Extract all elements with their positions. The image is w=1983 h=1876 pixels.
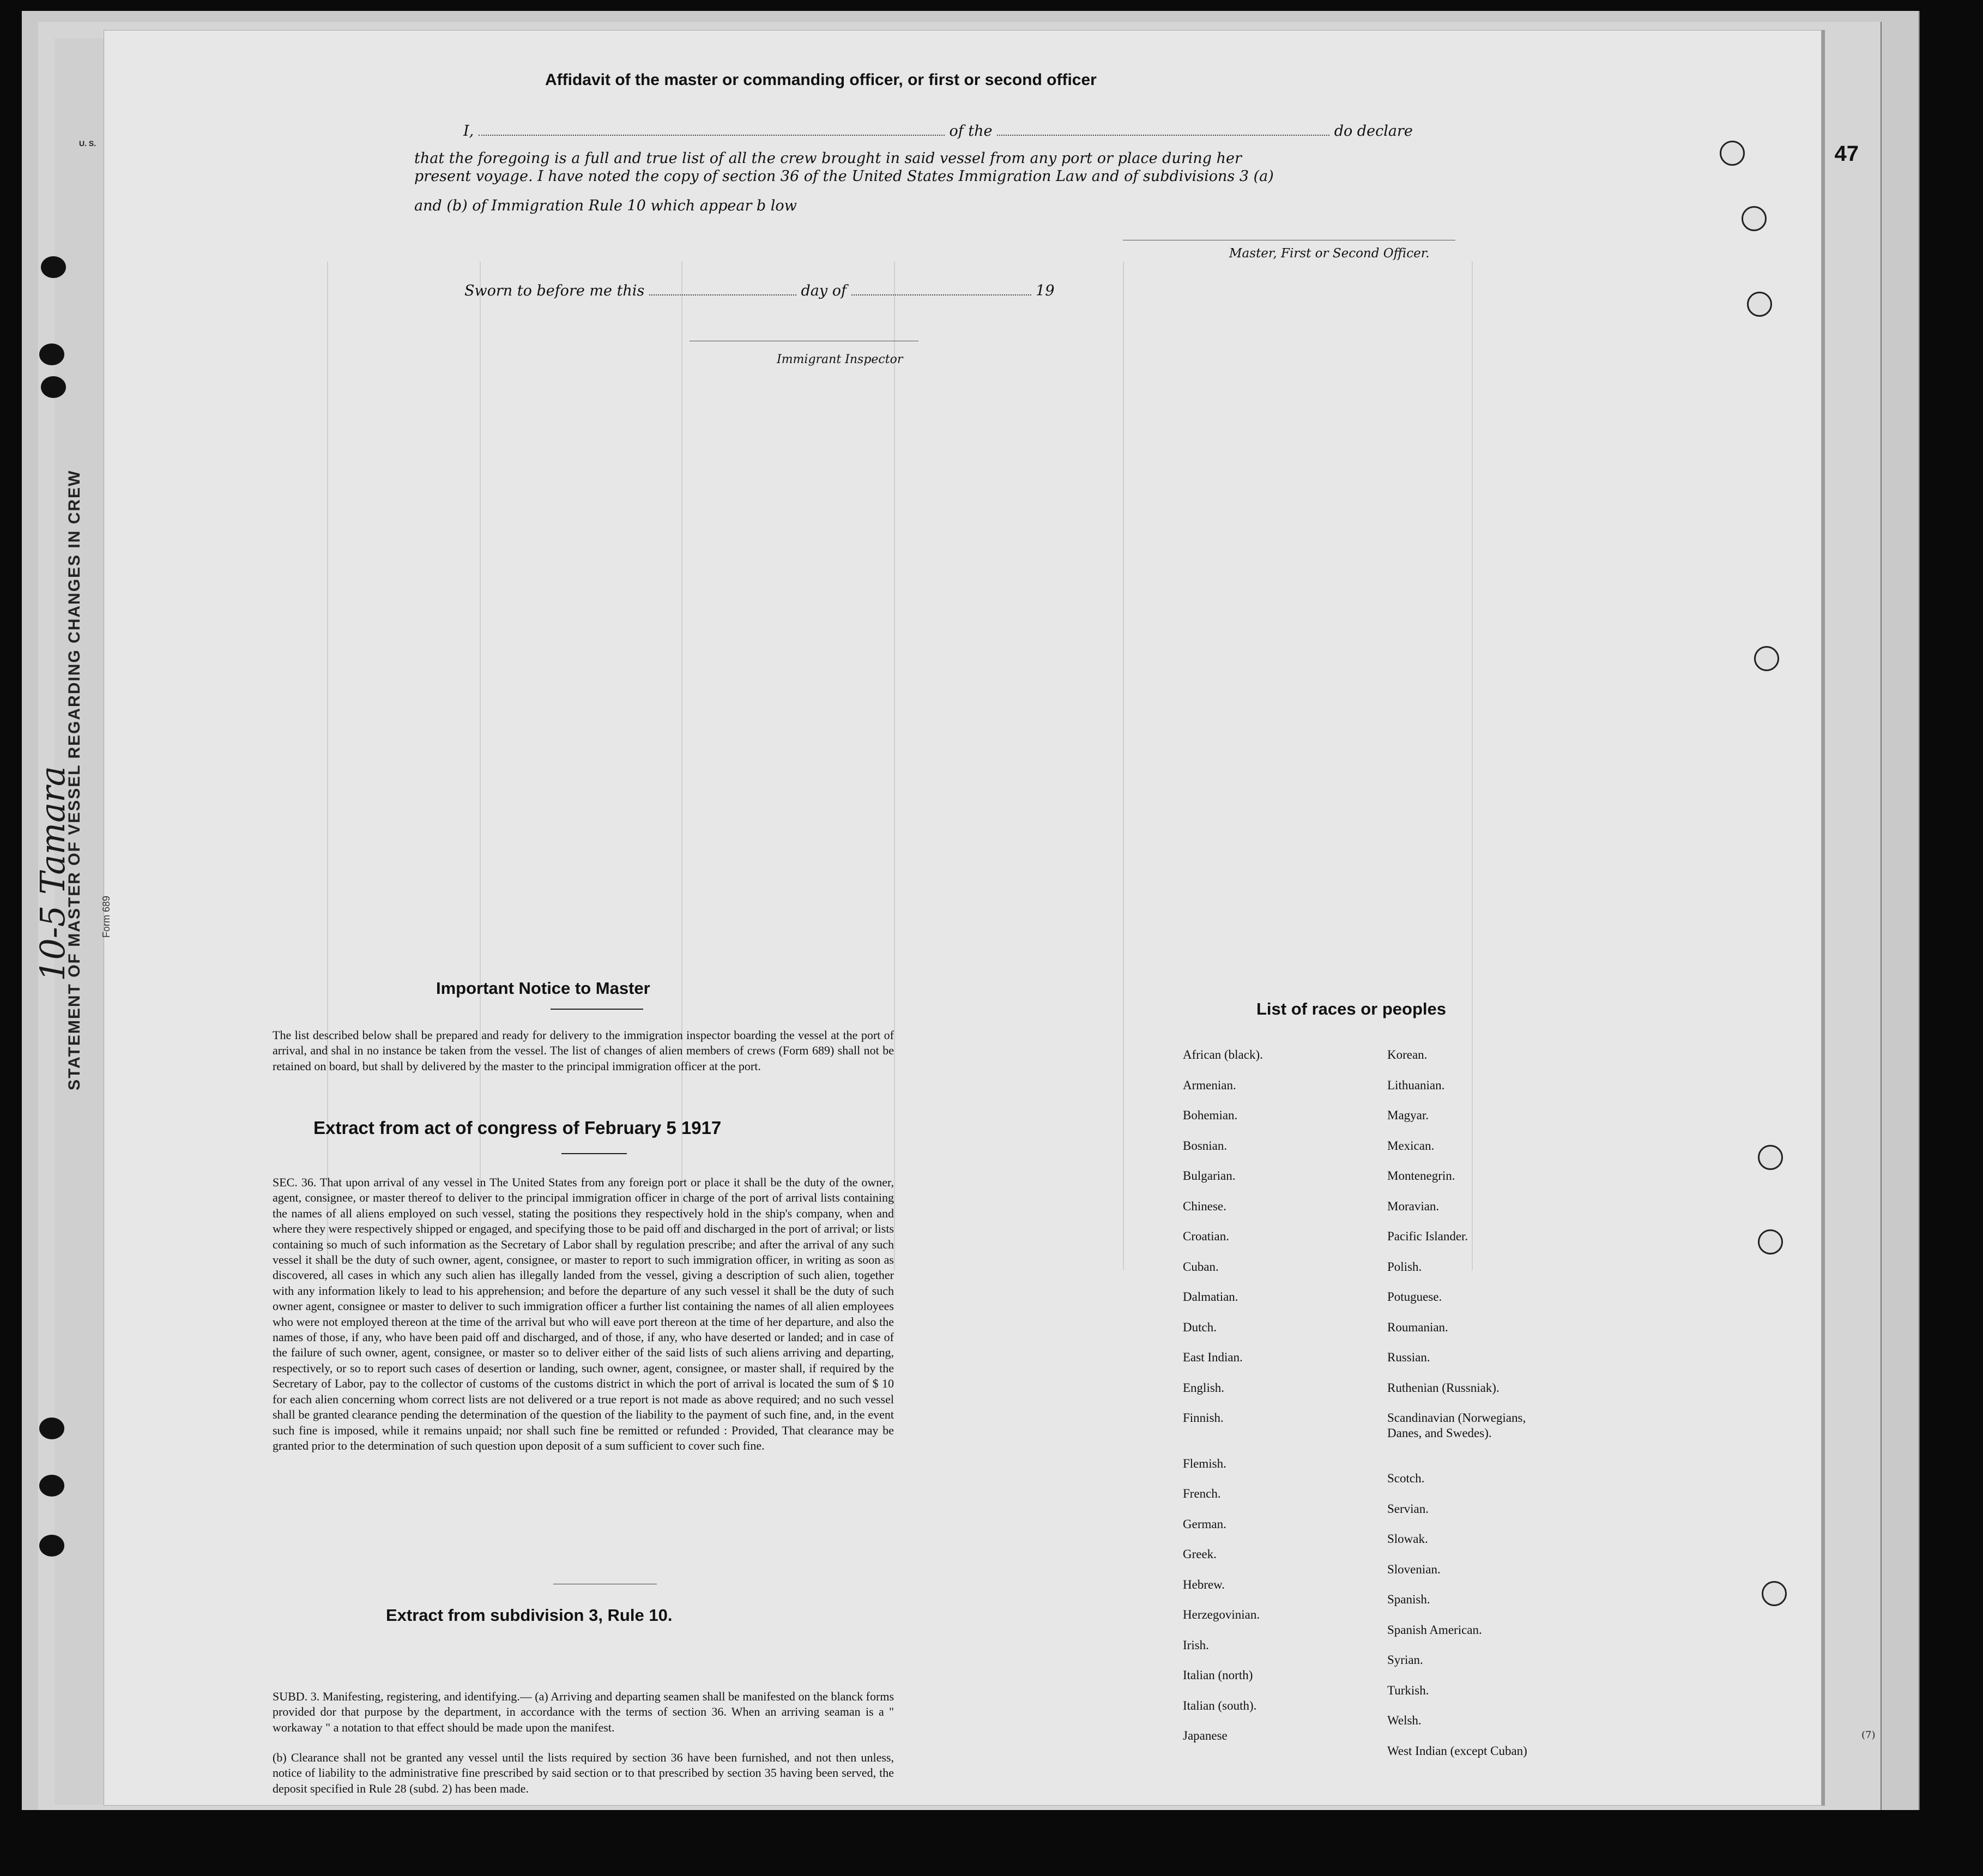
ring-hole <box>1742 206 1767 231</box>
race-item: Danes, and Swedes). <box>1387 1426 1492 1440</box>
act-extract-title: Extract from act of congress of February 5 1917 <box>313 1118 722 1138</box>
punch-hole <box>39 343 64 365</box>
race-item <box>1183 1441 1390 1457</box>
rule-extract-title: Extract from subdivision 3, Rule 10. <box>386 1606 673 1625</box>
ring-hole <box>1758 1145 1783 1170</box>
race-item: English. <box>1183 1380 1225 1395</box>
race-item: Russian. <box>1387 1350 1430 1364</box>
race-item: Bosnian. <box>1183 1138 1228 1153</box>
handwritten-note: 10-5 Tamara <box>33 766 72 981</box>
affidavit-of-label: of the <box>949 123 993 140</box>
page-number: 47 <box>1834 142 1859 166</box>
sworn-line <box>464 282 1055 299</box>
race-item: Slovenian. <box>1387 1562 1441 1576</box>
races-list-title: List of races or peoples <box>1256 999 1446 1018</box>
race-item: Roumanian. <box>1387 1320 1448 1334</box>
vertical-form-title: STATEMENT OF MASTER OF VESSEL REGARDING CHANGES IN CREW <box>65 469 83 1090</box>
race-item: Scandinavian (Norwegians, <box>1387 1411 1526 1425</box>
affidavit-line-1 <box>463 123 1413 140</box>
race-item: Mexican. <box>1387 1138 1435 1153</box>
race-item: Korean. <box>1387 1048 1428 1061</box>
race-item: Finnish. <box>1183 1411 1224 1425</box>
day-of-label: day of <box>801 282 847 299</box>
rule-para-a: SUBD. 3. Manifesting, registering, and identifying.— (a) Arriving and departing seamen shall be manifested on the blanck forms provided dor that purpose by the department, in accordance with the terms of section 36. When an arriving seaman is a " workaway " a notation to that effect should be made upon the manifest. <box>273 1690 894 1734</box>
rule-para-b: (b) Clearance shall not be granted any vessel until the lists required by section 36 have been furnished, and not then unless, notice of liability to the administrative fine prescribed by said section or to that prescribed by section 35 having been served, the deposit specified in Rule 28 (subd. 2) has been made. <box>273 1751 894 1795</box>
affidavit-line-2: that the foregoing is a full and true list of all the crew brought in said vessel from any port or place during her <box>414 150 1242 167</box>
sworn-label: Sworn to before me this <box>464 282 645 299</box>
affidavit-line-4: and (b) of Immigration Rule 10 which appear b low <box>414 197 797 214</box>
us-label: U. S. <box>79 139 96 148</box>
affidavit-line-3: present voyage. I have noted the copy of section 36 of the United States Immigration Law and of subdivisions 3 (a) <box>414 168 1274 185</box>
race-item: Slowak. <box>1387 1532 1428 1546</box>
race-item: Japanese <box>1183 1729 1228 1742</box>
punch-hole <box>39 1417 64 1439</box>
race-item: French. <box>1183 1487 1221 1500</box>
race-item: Dalmatian. <box>1183 1290 1238 1304</box>
form-number-label: Form 689 <box>101 895 112 938</box>
race-item: Dutch. <box>1183 1320 1217 1334</box>
race-item: Bulgarian. <box>1183 1169 1236 1183</box>
race-item: Syrian. <box>1387 1653 1423 1667</box>
race-item: Ruthenian (Russniak). <box>1387 1380 1500 1395</box>
race-item: Spanish American. <box>1387 1622 1482 1637</box>
race-item: Greek. <box>1183 1547 1217 1561</box>
races-right-column <box>1387 1048 1616 1774</box>
race-item: Irish. <box>1183 1638 1209 1652</box>
race-item: Croatian. <box>1183 1229 1229 1243</box>
month-blank <box>851 294 1031 295</box>
race-item: Lithuanian. <box>1387 1078 1445 1092</box>
notice-text: The list described below shall be prepared and ready for delivery to the immigration inspector boarding the vessel at the port of arrival, and shal in no instance be taken from the vessel. The list of changes of alien members of crews (Form 689) shall not be retained on board, but shall by delivered by the master to the principal immigration officer at the port. <box>273 1028 894 1073</box>
act-rule <box>561 1153 627 1154</box>
race-item: Turkish. <box>1387 1683 1429 1697</box>
race-item: Moravian. <box>1387 1199 1440 1213</box>
master-label: Master, First or Second Officer. <box>1229 246 1430 261</box>
punch-hole <box>39 1475 64 1497</box>
race-item: East Indian. <box>1183 1350 1243 1364</box>
affidavit-i-label: I, <box>463 123 474 140</box>
ghost-line <box>1123 262 1124 1270</box>
race-item: African (black). <box>1183 1048 1263 1061</box>
ring-hole <box>1762 1581 1787 1606</box>
race-item: Pacific Islander. <box>1387 1229 1468 1243</box>
day-blank <box>649 294 796 295</box>
name-blank <box>479 135 945 136</box>
ring-hole <box>1720 141 1745 166</box>
race-item: Italian (south). <box>1183 1698 1257 1712</box>
race-item: Flemish. <box>1183 1456 1226 1470</box>
race-item: Hebrew. <box>1183 1577 1225 1591</box>
notice-rule <box>551 1009 643 1010</box>
ring-hole <box>1754 646 1779 671</box>
race-item: Spanish. <box>1387 1593 1430 1606</box>
race-item: Magyar. <box>1387 1108 1429 1122</box>
race-item: Chinese. <box>1183 1199 1226 1213</box>
race-item: Potuguese. <box>1387 1290 1442 1304</box>
inspector-label: Immigrant Inspector <box>777 353 903 366</box>
ring-hole <box>1747 292 1772 317</box>
race-item: Bohemian. <box>1183 1108 1238 1122</box>
section-36-text: SEC. 36. That upon arrival of any vessel in The United States from any foreign port or place it shall be the duty of the owner, agent, consignee, or master thereof to deliver to the principal immigration officer in charge of the port of arrival lists containing the names of all aliens employed on such vessel, stating the positions they respectively hold in the ship's company, when and where they were respectively shipped or engaged, and specifying those to be paid off and discharged in the port of arrival; or lists containing so much of such information as the Secretary of Labor shall by regulation prescribe; and after the arrival of any such vessel it shall be the duty of such owner, agent, consignee, or master to report to such immigration officer, in writing as soon as discovered, all cases in which any such alien has illegally landed from the vessel, giving a description of such alien, together with any information likely to lead to his apprehension; and before the departure of any such vessel it shall be the duty of such owner agent, consignee or master to deliver to such immigration officer a further list containing the names of all alien employees who were not employed thereon at the time of the arrival but who will eave port thereon at the time of her departure, and also the names of those, if any, who have been paid off and discharged, and of those, if any, who have deserted or landed; and in case of the failure of such owner, agent, consignee, or master so to deliver either of the said lists of such aliens arriving and departing, respectively, or so to report such cases of desertion or landing, such owner, agent, consignee, or master shall, if required by the Secretary of Labor, pay to the collector of customs of the customs district in which the port of arrival is located the sum of $ 10 for each alien concerning whom correct lists are not delivered or a true report is not made as above required; and no such vessel shall be granted clearance pending the determination of the question of the liability to the payment of such fine, and, in the event such fine is imposed, while it remains unpaid; nor shall such fine be remitted or refunded : Provided, That clearance may be granted prior to the determination of such question upon deposit of a sum sufficient to cover such fine. <box>273 1175 894 1452</box>
ring-hole <box>1758 1229 1783 1254</box>
race-item: Welsh. <box>1387 1714 1422 1727</box>
punch-hole <box>39 1535 64 1557</box>
race-item: German. <box>1183 1517 1226 1531</box>
race-item: Armenian. <box>1183 1078 1236 1092</box>
affidavit-declare-label: do declare <box>1334 123 1413 140</box>
year-prefix: 19 <box>1036 282 1055 299</box>
affidavit-title: Affidavit of the master or commanding officer, or first or second officer <box>545 71 1097 89</box>
ghost-line <box>894 262 895 1270</box>
corner-note: (7) <box>1861 1729 1876 1741</box>
races-left-column <box>1183 1048 1390 1759</box>
race-item: Italian (north) <box>1183 1668 1253 1682</box>
notice-title: Important Notice to Master <box>436 979 650 998</box>
race-item: Servian. <box>1387 1501 1429 1516</box>
race-item: Polish. <box>1387 1259 1422 1274</box>
race-item: Cuban. <box>1183 1259 1219 1274</box>
race-item: Herzegovinian. <box>1183 1608 1260 1621</box>
race-item: Scotch. <box>1387 1471 1425 1485</box>
punch-hole <box>41 376 66 398</box>
race-item: West Indian (except Cuban) <box>1387 1744 1527 1758</box>
punch-hole <box>41 256 66 278</box>
race-item: Montenegrin. <box>1387 1169 1455 1183</box>
vessel-blank <box>997 135 1329 136</box>
